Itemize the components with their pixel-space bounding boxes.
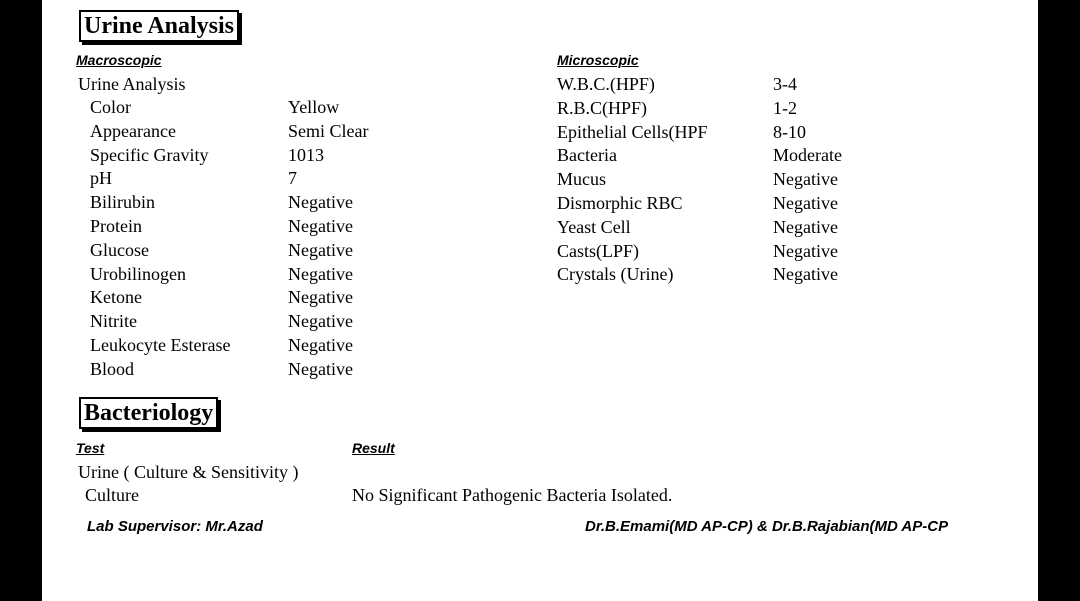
macroscopic-label: Appearance <box>90 120 176 141</box>
macroscopic-label: Nitrite <box>90 311 137 332</box>
macroscopic-value: Negative <box>288 263 353 284</box>
macroscopic-heading: Macroscopic <box>76 52 162 68</box>
result-column-header: Result <box>352 440 395 456</box>
macroscopic-label: pH <box>90 168 112 189</box>
macroscopic-label: Bilirubin <box>90 192 156 213</box>
microscopic-row <box>42 240 838 263</box>
macroscopic-value: 1013 <box>288 144 324 165</box>
macroscopic-row <box>42 311 442 333</box>
microscopic-value: Negative <box>773 216 838 237</box>
microscopic-value: Negative <box>773 264 838 285</box>
microscopic-label: Crystals (Urine) <box>557 264 674 285</box>
macroscopic-value: Negative <box>288 311 353 332</box>
culture-result: No Significant Pathogenic Bacteria Isolated. <box>352 485 673 505</box>
microscopic-value: 8-10 <box>773 121 806 142</box>
microscopic-label: Mucus <box>557 169 606 190</box>
microscopic-label: Bacteria <box>557 145 617 166</box>
macroscopic-row <box>42 359 442 381</box>
microscopic-row <box>42 97 797 120</box>
microscopic-label: R.B.C(HPF) <box>557 97 648 118</box>
macroscopic-value: Negative <box>288 192 353 213</box>
microscopic-row <box>42 264 838 286</box>
lab-supervisor: Lab Supervisor: Mr.Azad <box>87 518 263 535</box>
macroscopic-value: Semi Clear <box>288 120 369 141</box>
microscopic-row <box>42 216 838 239</box>
microscopic-label: Casts(LPF) <box>557 240 640 261</box>
microscopic-row <box>42 145 842 167</box>
microscopic-value: Negative <box>773 240 838 261</box>
microscopic-value: Negative <box>773 169 838 190</box>
macroscopic-value: Negative <box>288 335 353 355</box>
macroscopic-row <box>42 335 442 357</box>
macroscopic-value: Negative <box>288 216 353 236</box>
macroscopic-value: 7 <box>288 168 297 189</box>
macroscopic-label: Urobilinogen <box>90 263 186 284</box>
microscopic-value: Moderate <box>773 145 842 166</box>
microscopic-row <box>42 193 838 215</box>
microscopic-label: Yeast Cell <box>557 216 631 237</box>
culture-test-name: Culture <box>85 485 139 505</box>
microscopic-value: 1-2 <box>773 97 797 118</box>
microscopic-row <box>42 169 838 191</box>
test-column-header: Test <box>76 440 105 456</box>
bacteriology-title: Bacteriology <box>79 397 218 429</box>
doctors-signature: Dr.B.Emami(MD AP-CP) & Dr.B.Rajabian(MD AP-CP <box>585 518 949 535</box>
macroscopic-label: Protein <box>90 216 142 236</box>
microscopic-row <box>42 121 806 144</box>
report-page <box>42 0 1038 601</box>
microscopic-label: W.B.C.(HPF) <box>557 74 655 94</box>
macroscopic-value: Negative <box>288 287 353 308</box>
macroscopic-group-label: Urine Analysis <box>78 74 186 94</box>
macroscopic-label: Color <box>90 97 132 117</box>
microscopic-value: Negative <box>773 193 838 213</box>
macroscopic-label: Leukocyte Esterase <box>90 335 231 355</box>
macroscopic-value: Yellow <box>288 97 340 117</box>
macroscopic-label: Blood <box>90 358 135 379</box>
macroscopic-value: Negative <box>288 239 353 260</box>
macroscopic-label: Glucose <box>90 239 149 260</box>
culture-group-label: Urine ( Culture & Sensitivity ) <box>78 462 299 482</box>
urine-analysis-title: Urine Analysis <box>79 10 239 42</box>
macroscopic-row <box>42 287 442 309</box>
microscopic-row <box>42 74 797 96</box>
microscopic-value: 3-4 <box>773 74 797 94</box>
macroscopic-label: Ketone <box>90 287 142 308</box>
macroscopic-label: Specific Gravity <box>90 144 209 165</box>
macroscopic-value: Negative <box>288 358 353 379</box>
microscopic-label: Epithelial Cells(HPF <box>557 121 708 142</box>
microscopic-label: Dismorphic RBC <box>557 193 683 213</box>
microscopic-heading: Microscopic <box>557 52 639 68</box>
